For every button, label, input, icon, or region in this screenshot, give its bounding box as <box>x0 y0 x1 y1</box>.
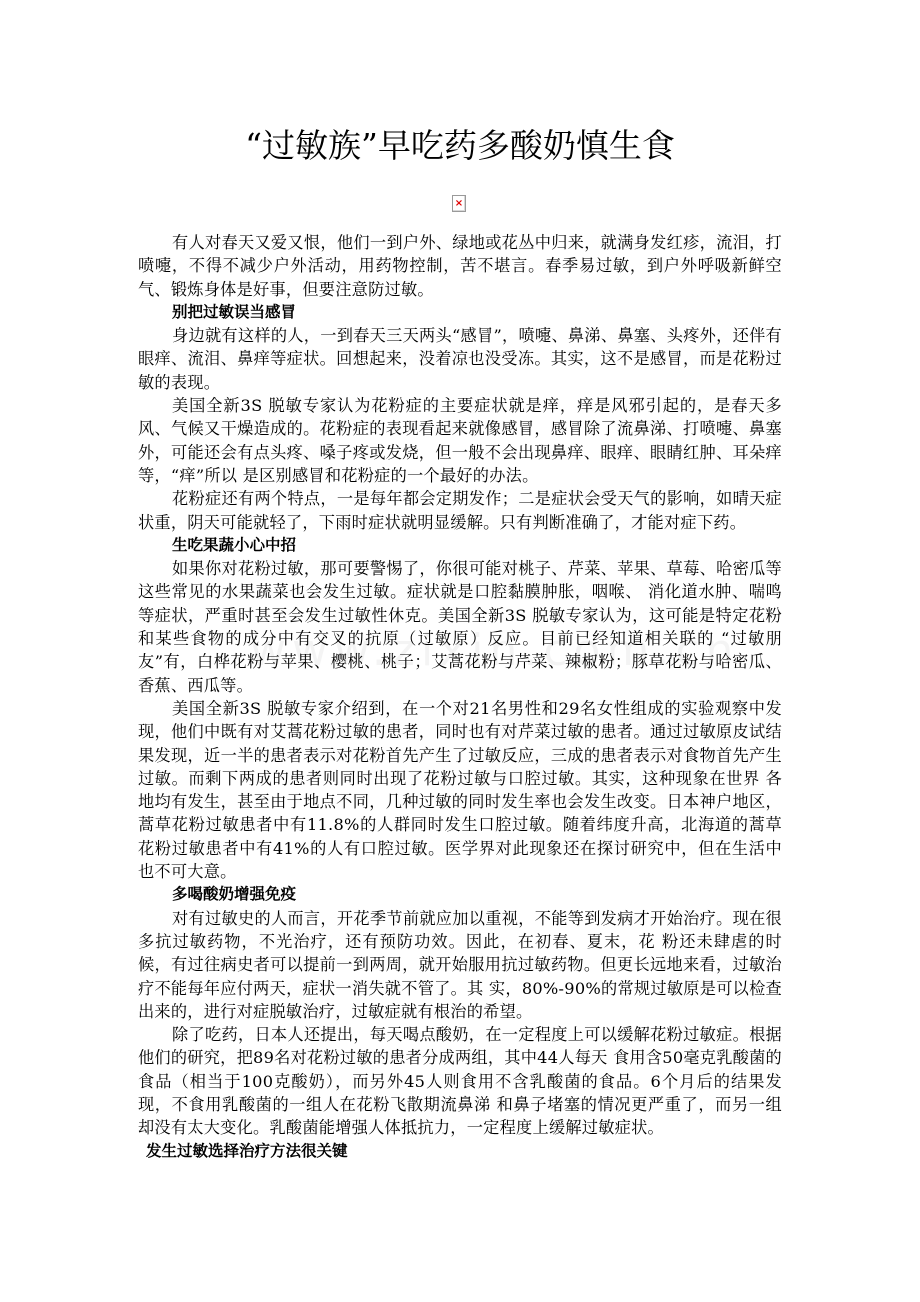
broken-image-glyph: × <box>454 197 464 209</box>
paragraph: 对有过敏史的人而言，开花季节前就应加以重视，不能等到发病才开始治疗。现在很多抗过敏药物，不光治疗，还有预防功效。因此，在初春、夏末，花 粉还未肆虐的时候，有过往病史者可以提前一到两周，就开始服用抗过敏药物。但更长远地来看，过敏治疗不能每年应付两天，症状一消失就不管了。其 实，80%-90%的常规过敏原是可以检查出来的，进行对症脱敏治疗，过敏症就有根治的希望。 <box>138 908 782 1021</box>
section-heading-treatment: 发生过敏选择治疗方法很关键 <box>146 1141 348 1160</box>
paragraph: 身边就有这样的人，一到春天三天两头“感冒”，喷嚏、鼻涕、鼻塞、头疼外，还伴有眼痒、流泪、鼻痒等症状。回想起来，没着凉也没受冻。其实，这不是感冒，而是花粉过敏的表现。 <box>138 326 782 392</box>
paragraph: 美国全新3S 脱敏专家介绍到，在一个对21名男性和29名女性组成的实验观察中发现，他们中既有对艾蒿花粉过敏的患者，同时也有对芹菜过敏的患者。通过过敏原皮试结果发现，近一半的患者表示对花粉首先产生了过敏反应，三成的患者表示对食物首先产生过敏。而剩下两成的患者则同时出现了花粉过敏与口腔过敏。其实，这种现象在世界 各地均有发生，甚至由于地点不同，几种过敏的同时发生率也会发生改变。日本神户地区，蒿草花粉过敏患者中有11.8%的人群同时发生口腔过敏。随着纬度升高，北海道的蒿草花粉过敏患者中有41%的人有口腔过敏。医学界对此现象还在探讨研究中，但在生活中也不可大意。 <box>138 698 782 882</box>
document-title: “过敏族”早吃药多酸奶慎生食 <box>245 126 675 165</box>
section-heading-yogurt: 多喝酸奶增强免疫 <box>172 885 297 904</box>
paragraph: 美国全新3S 脱敏专家认为花粉症的主要症状就是痒，痒是风邪引起的，是春天多风、气候又干燥造成的。花粉症的表现看起来就像感冒，感冒除了流鼻涕、打喷嚏、鼻塞 外，可能还会有点头疼、嗓子疼或发烧，但一般不会出现鼻痒、眼痒、眼睛红肿、耳朵痒等，“痒”所以 是区别感冒和花粉症的一个最好的办法。 <box>138 396 782 485</box>
paragraph-intro: 有人对春天又爱又恨，他们一到户外、绿地或花丛中归来，就满身发红疹，流泪，打喷嚏，不得不减少户外活动，用药物控制，苦不堪言。春季易过敏，到户外呼吸新鲜空气、锻炼身体是好事，但要注意防过敏。 <box>138 233 782 299</box>
article-body <box>138 231 782 1163</box>
paragraph: 除了吃药，日本人还提出，每天喝点酸奶，在一定程度上可以缓解花粉过敏症。根据他们的研究，把89名对花粉过敏的患者分成两组，其中44人每天 食用含50毫克乳酸菌的食品（相当于100克酸奶），而另外45人则食用不含乳酸菌的食品。6个月后的结果发现，不食用乳酸菌的一组人在花粉飞散期流鼻涕 和鼻子堵塞的情况更严重了，而另一组却没有太大变化。乳酸菌能增强人体抵抗力，一定程度上缓解过敏症状。 <box>138 1025 782 1138</box>
broken-image-icon <box>452 195 466 212</box>
paragraph: 如果你对花粉过敏，那可要警惕了，你很可能对桃子、芹菜、苹果、草莓、哈密瓜等这些常见的水果蔬菜也会发生过敏。症状就是口腔黏膜肿胀，咽喉、 消化道水肿、喘鸣等症状，严重时甚至会发生过敏性休克。美国全新3S 脱敏专家认为，这可能是特定花粉和某些食物的成分中有交叉的抗原（过敏原）反应。目前已经知道相关联的 “过敏朋友”有，白桦花粉与苹果、樱桃、桃子；艾蒿花粉与芹菜、辣椒粉；豚草花粉与哈密瓜、香蕉、西瓜等。 <box>138 559 782 695</box>
section-heading-raw-food: 生吃果蔬小心中招 <box>172 535 297 554</box>
paragraph: 花粉症还有两个特点，一是每年都会定期发作；二是症状会受天气的影响，如晴天症状重，阴天可能就轻了，下雨时症状就明显缓解。只有判断准确了，才能对症下药。 <box>138 489 782 532</box>
section-heading-cold: 别把过敏误当感冒 <box>172 302 297 321</box>
